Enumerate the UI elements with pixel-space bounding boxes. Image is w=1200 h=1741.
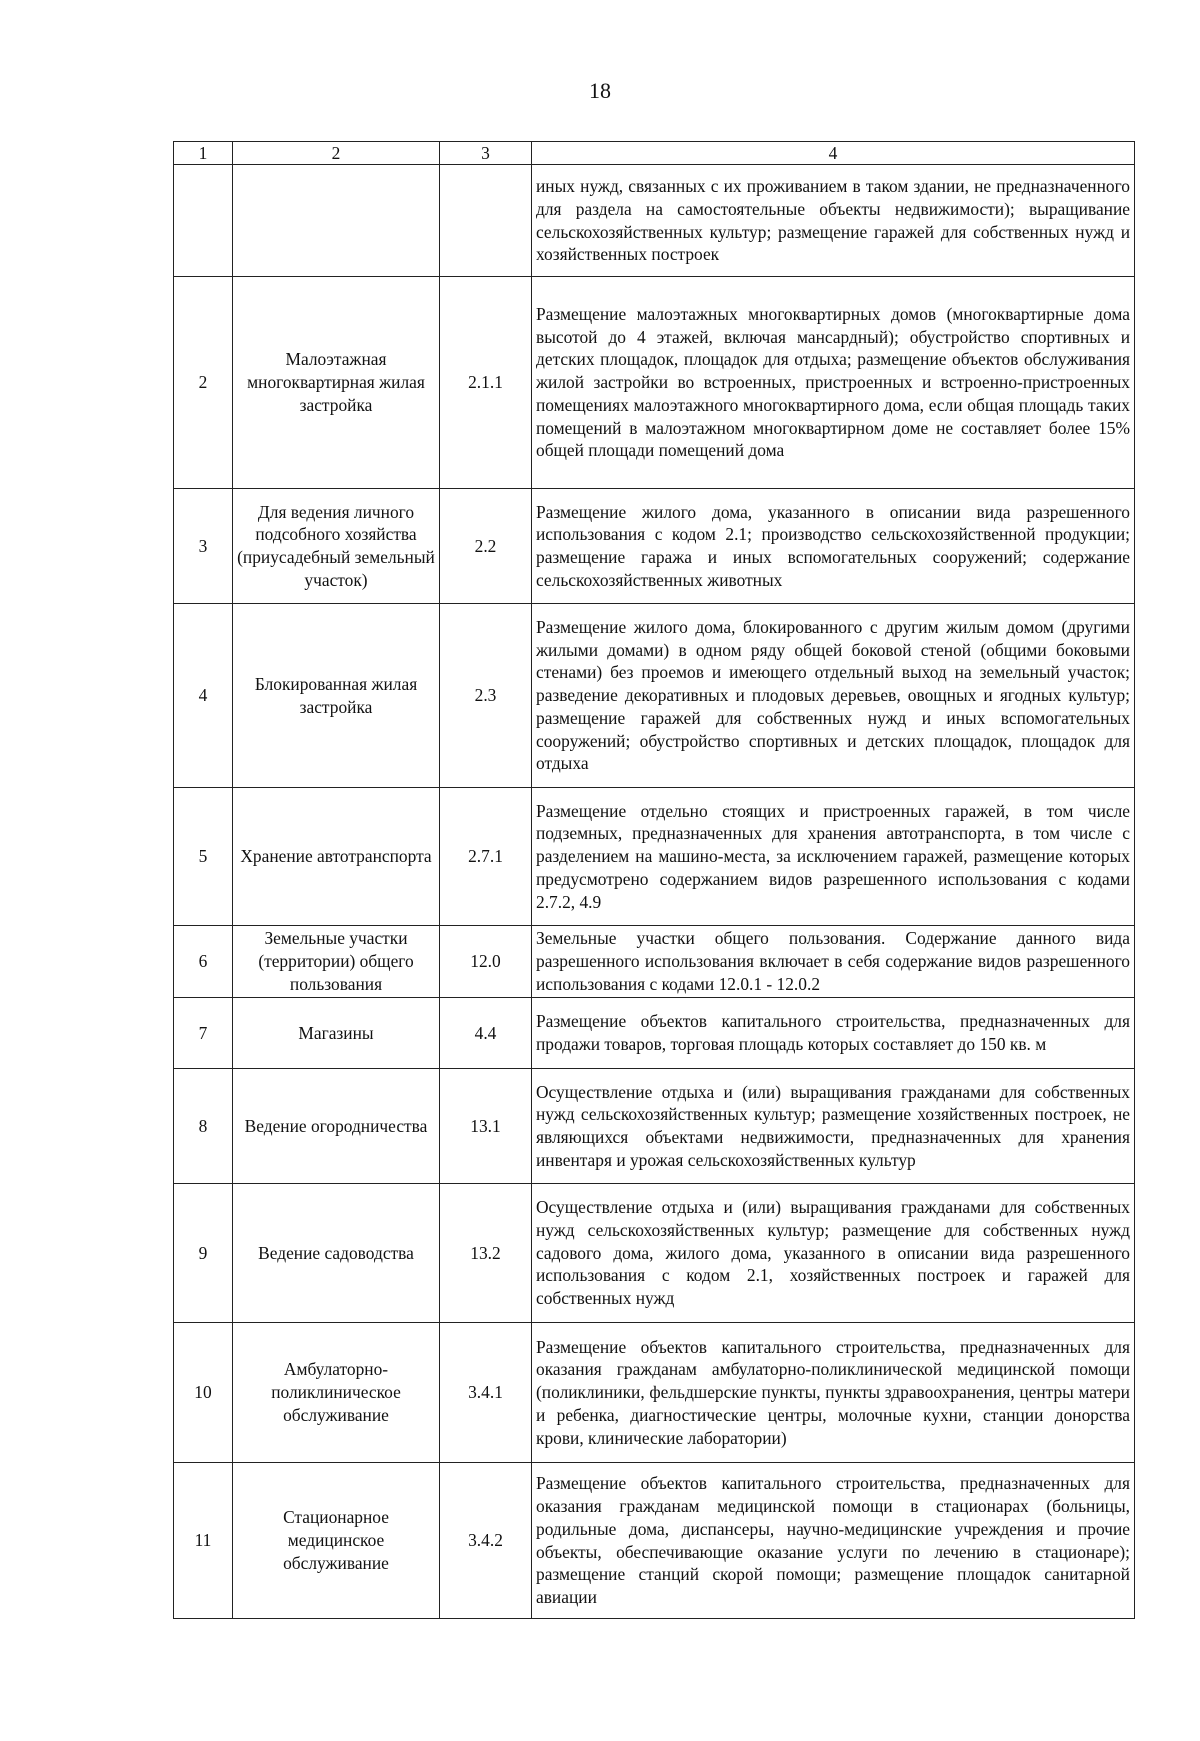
header-col-3: 3	[440, 142, 532, 165]
table-row	[174, 277, 1135, 489]
use-type-code: 2.1.1	[440, 277, 532, 489]
land-use-table	[173, 141, 1135, 1619]
table-row	[174, 1323, 1135, 1463]
use-type-code: 13.1	[440, 1069, 532, 1184]
use-type-code: 2.3	[440, 604, 532, 788]
header-col-4: 4	[532, 142, 1135, 165]
use-type-name	[233, 165, 440, 277]
header-col-2: 2	[233, 142, 440, 165]
use-type-code: 2.7.1	[440, 788, 532, 926]
use-type-code	[440, 165, 532, 277]
use-type-name: Земельные участки (территории) общего пользования	[233, 926, 440, 998]
use-type-description: Земельные участки общего пользования. Содержание данного вида разрешенного использования включает в себя содержание видов разрешенного использования с кодами 12.0.1 - 12.0.2	[532, 926, 1135, 998]
use-type-code: 13.2	[440, 1184, 532, 1323]
use-type-name: Стационарное медицинское обслуживание	[233, 1463, 440, 1619]
use-type-name: Ведение садоводства	[233, 1184, 440, 1323]
page-number: 18	[589, 78, 611, 103]
row-number	[174, 165, 233, 277]
use-type-code: 2.2	[440, 489, 532, 604]
use-type-code: 4.4	[440, 998, 532, 1069]
row-number: 9	[174, 1184, 233, 1323]
use-type-description: иных нужд, связанных с их проживанием в таком здании, не предназначенного для раздела на самостоятельные объекты недвижимости); выращивание сельскохозяйственных культур; размещение гаражей для собственных нужд и хозяйственных построек	[532, 165, 1135, 277]
use-type-name: Блокированная жилая застройка	[233, 604, 440, 788]
row-number: 10	[174, 1323, 233, 1463]
use-type-name: Магазины	[233, 998, 440, 1069]
use-type-name: Хранение автотранспорта	[233, 788, 440, 926]
use-type-description: Осуществление отдыха и (или) выращивания гражданами для собственных нужд сельскохозяйственных культур; размещение для собственных нужд садового дома, жилого дома, указанного в описании вида разрешенного использования с кодом 2.1, хозяйственных построек и гаражей для собственных нужд	[532, 1184, 1135, 1323]
table-row	[174, 489, 1135, 604]
use-type-name: Малоэтажная многоквартирная жилая застройка	[233, 277, 440, 489]
table-header-row	[174, 142, 1135, 165]
table-row	[174, 1463, 1135, 1619]
row-number: 5	[174, 788, 233, 926]
use-type-description: Размещение жилого дома, указанного в описании вида разрешенного использования с кодом 2.1; производство сельскохозяйственной продукции; размещение гаража и иных вспомогательных сооружений; содержание сельскохозяйственных животных	[532, 489, 1135, 604]
use-type-description: Размещение малоэтажных многоквартирных домов (многоквартирные дома высотой до 4 этажей, включая мансардный); обустройство спортивных и детских площадок, площадок для отдыха; размещение объектов обслуживания жилой застройки во встроенных, пристроенных и встроенно-пристроенных помещениях малоэтажного многоквартирного дома, если общая площадь таких помещений в малоэтажном многоквартирном доме не составляет более 15% общей площади помещений дома	[532, 277, 1135, 489]
table-row	[174, 165, 1135, 277]
use-type-name: Для ведения личного подсобного хозяйства (приусадебный земельный участок)	[233, 489, 440, 604]
use-type-description: Размещение объектов капитального строительства, предназначенных для продажи товаров, торговая площадь которых составляет до 150 кв. м	[532, 998, 1135, 1069]
use-type-name: Ведение огородничества	[233, 1069, 440, 1184]
row-number: 2	[174, 277, 233, 489]
table-row	[174, 1184, 1135, 1323]
row-number: 8	[174, 1069, 233, 1184]
table-row	[174, 604, 1135, 788]
row-number: 6	[174, 926, 233, 998]
table-row	[174, 1069, 1135, 1184]
table-row	[174, 788, 1135, 926]
use-type-description: Размещение объектов капитального строительства, предназначенных для оказания гражданам медицинской помощи в стационарах (больницы, родильные дома, диспансеры, научно-медицинские учреждения и прочие объекты, обеспечивающие оказание услуги по лечению в стационаре); размещение станций скорой помощи; размещение площадок санитарной авиации	[532, 1463, 1135, 1619]
use-type-name: Амбулаторно-поликлиническое обслуживание	[233, 1323, 440, 1463]
use-type-code: 12.0	[440, 926, 532, 998]
row-number: 11	[174, 1463, 233, 1619]
row-number: 4	[174, 604, 233, 788]
use-type-description: Осуществление отдыха и (или) выращивания гражданами для собственных нужд сельскохозяйственных культур; размещение хозяйственных построек, не являющихся объектами недвижимости, предназначенных для хранения инвентаря и урожая сельскохозяйственных культур	[532, 1069, 1135, 1184]
header-col-1: 1	[174, 142, 233, 165]
table-row	[174, 998, 1135, 1069]
use-type-description: Размещение жилого дома, блокированного с другим жилым домом (другими жилыми домами) в одном ряду общей боковой стеной (общими боковыми стенами) без проемов и имеющего отдельный выход на земельный участок; разведение декоративных и плодовых деревьев, овощных и ягодных культур; размещение гаражей для собственных нужд и иных вспомогательных сооружений; обустройство спортивных и детских площадок, площадок для отдыха	[532, 604, 1135, 788]
use-type-description: Размещение объектов капитального строительства, предназначенных для оказания гражданам амбулаторно-поликлинической медицинской помощи (поликлиники, фельдшерские пункты, пункты здравоохранения, центры матери и ребенка, диагностические центры, молочные кухни, станции донорства крови, клинические лаборатории)	[532, 1323, 1135, 1463]
use-type-code: 3.4.2	[440, 1463, 532, 1619]
table-row	[174, 926, 1135, 998]
use-type-description: Размещение отдельно стоящих и пристроенных гаражей, в том числе подземных, предназначенных для хранения автотранспорта, в том числе с разделением на машино-места, за исключением гаражей, размещение которых предусмотрено содержанием видов разрешенного использования с кодами 2.7.2, 4.9	[532, 788, 1135, 926]
use-type-code: 3.4.1	[440, 1323, 532, 1463]
row-number: 7	[174, 998, 233, 1069]
row-number: 3	[174, 489, 233, 604]
